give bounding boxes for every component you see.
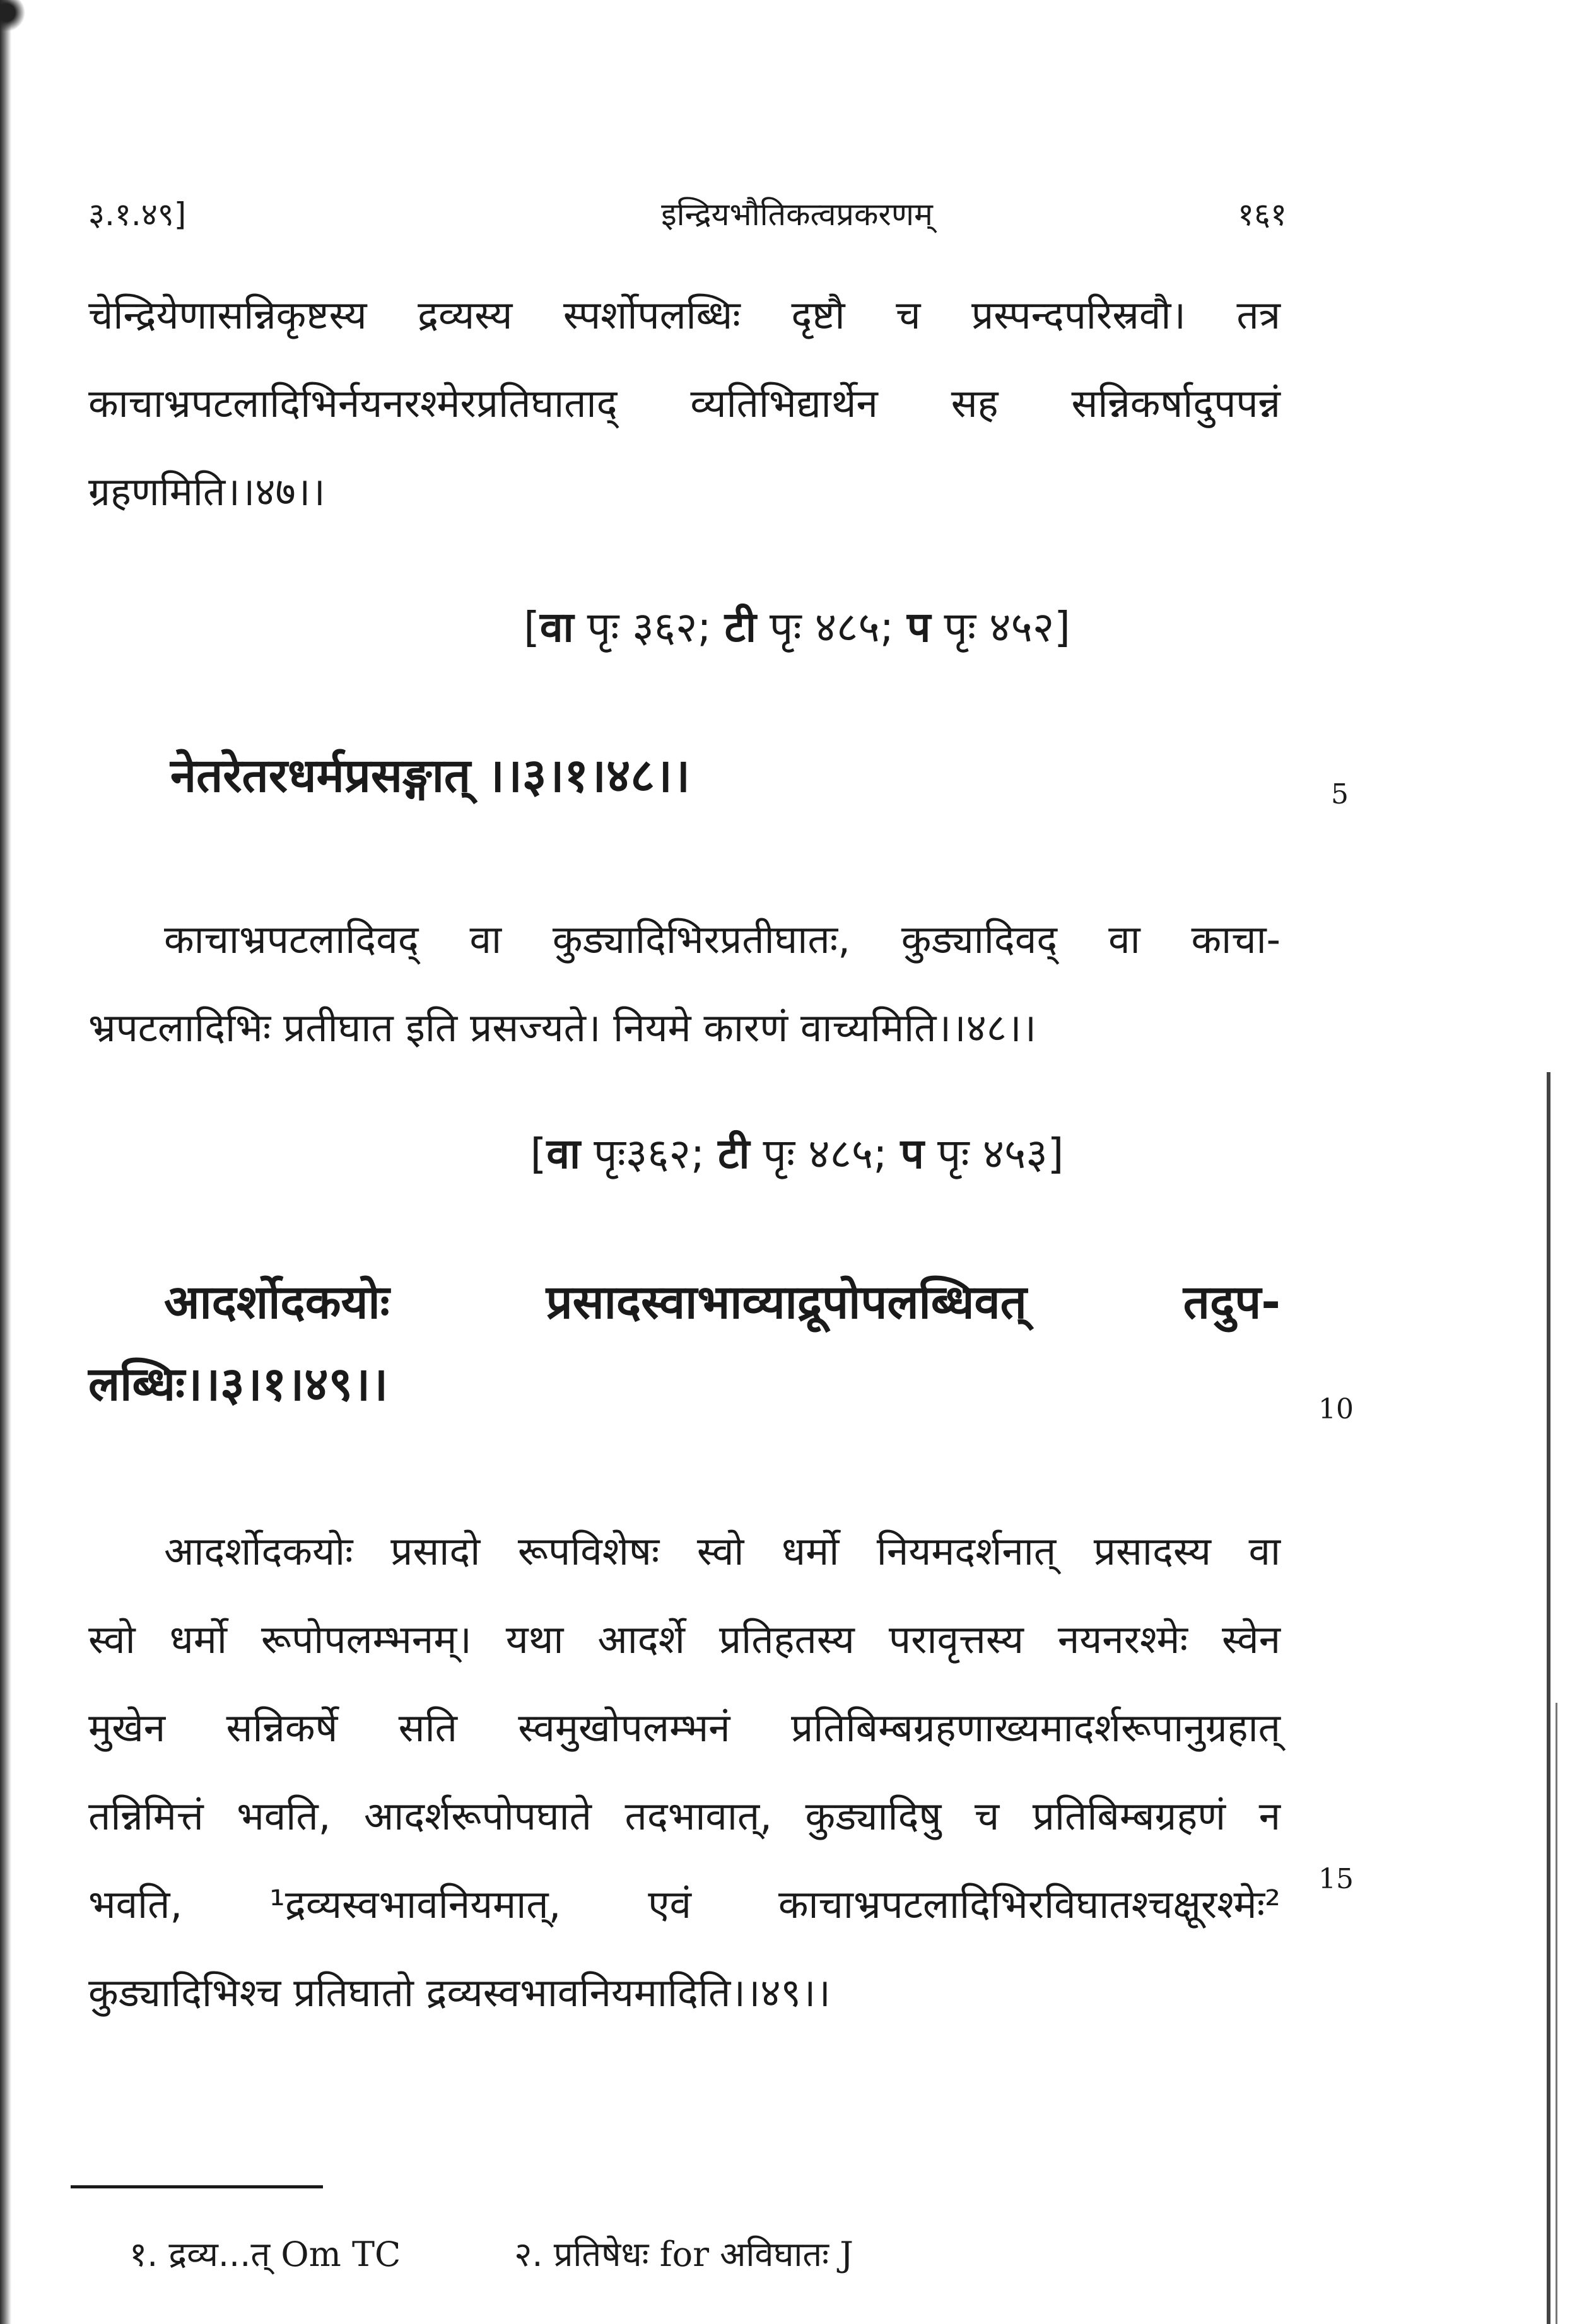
ref-ti-page: पृः ४८५; (756, 603, 907, 651)
footnotes (129, 2229, 853, 2280)
sutra-line: आदर्शोदकयोः प्रसादस्वाभाव्याद्रूपोपलब्धिवत् तदुप- (164, 1275, 1280, 1329)
paragraph-line: ग्रहणमिति।।४७।। (88, 469, 325, 515)
reference-line-48 (0, 1123, 1594, 1186)
sutra-48 (88, 738, 1280, 814)
footnote-1-lemma: १. द्रव्य...त् (129, 2234, 271, 2274)
paragraph-line: काचाभ्रपटलादिभिर्नयनरश्मेरप्रतिघाताद् व्यतिभिद्यार्थेन सह सन्निकर्षादुपपन्नं (88, 380, 1280, 426)
paragraph-line: चेन्द्रियेणासन्निकृष्टस्य द्रव्यस्य स्पर्शोपलब्धिः दृष्टौ च प्रस्पन्दपरिस्रवौ। तत्र (88, 292, 1280, 338)
page-number: १६१ (1238, 196, 1287, 233)
commentary-paragraph-49 (88, 1507, 1280, 2037)
paragraph-line: काचाभ्रपटलादिवद् वा कुड्यादिभिरप्रतीघातः, कुड्यादिवद् वा काचा- (164, 916, 1280, 962)
sutra-49 (88, 1261, 1280, 1425)
ref-pa-page: पृः ४५३] (923, 1130, 1064, 1178)
ref-va-label: वा (539, 603, 574, 651)
ref-bracket: [ (530, 1130, 547, 1178)
ref-va-page: पृः३६२; (580, 1130, 718, 1178)
footnote-2-lemma: २. प्रतिषेधः (514, 2234, 649, 2274)
sutra-line: लब्धिः।।३।१।४९।। (88, 1357, 389, 1411)
scan-speck (0, 0, 38, 57)
paragraph-line: कुड्यादिभिश्च प्रतिघातो द्रव्यस्वभावनियमादिति।।४९।। (88, 1970, 831, 2016)
footnote-1 (129, 2234, 401, 2274)
line-number-5: 5 (1331, 778, 1349, 810)
paragraph-line: स्वो धर्मो रूपोपलम्भनम्। यथा आदर्शे प्रतिहतस्य परावृत्तस्य नयनरश्मेः स्वेन (88, 1616, 1280, 1662)
ref-ti-label: टी (724, 603, 756, 651)
line-number-10: 10 (1318, 1393, 1354, 1425)
ref-pa-label: प (900, 1130, 924, 1178)
commentary-paragraph-48 (88, 896, 1280, 1072)
ref-ti-page: पृः ४८५; (749, 1130, 901, 1178)
ref-pa-label: प (906, 603, 931, 651)
footnote-2-siglum: J (829, 2234, 853, 2274)
footnote-rule (71, 2185, 323, 2188)
ref-bracket: [ (524, 603, 540, 651)
footnote-2-for: for (648, 2234, 720, 2274)
paragraph-line: भ्रपटलादिभिः प्रतीघात इति प्रसज्यते। नियमे कारणं वाच्यमिति।।४८।। (88, 1005, 1036, 1051)
ref-va-page: पृः ३६२; (573, 603, 725, 651)
running-header-title: इन्द्रियभौतिकत्वप्रकरणम् (661, 196, 933, 233)
ref-ti-label: टी (718, 1130, 750, 1178)
paragraph-line: तन्निमित्तं भवति, आदर्शरूपोपघाते तदभावात्, कुड्यादिषु च प्रतिबिम्बग्रहणं न (88, 1793, 1280, 1839)
ref-pa-page: पृः ४५२] (930, 603, 1070, 651)
footnote-2-reading: अविघातः (720, 2234, 829, 2274)
sutra-line: नेतरेतरधर्मप्रसङ्गात् ।।३।१।४८।। (170, 749, 690, 803)
paragraph-line: आदर्शोदकयोः प्रसादो रूपविशेषः स्वो धर्मो नियमदर्शनात् प्रसादस्य वा (164, 1528, 1280, 1574)
line-number-15: 15 (1318, 1863, 1354, 1895)
ref-va-label: वा (546, 1130, 581, 1178)
footnote-2 (514, 2234, 853, 2274)
running-header-section: ३.१.४९] (88, 196, 187, 233)
scan-edge-right (1547, 1072, 1550, 2324)
reference-line-47 (0, 596, 1594, 659)
footnote-1-note: Om TC (270, 2234, 401, 2274)
paragraph-line: भवति, ¹द्रव्यस्वभावनियमात्, एवं काचाभ्रपटलादिभिरविघातश्चक्षूरश्मेः² (88, 1881, 1280, 1927)
commentary-paragraph-47 (88, 271, 1280, 536)
paragraph-line: मुखेन सन्निकर्षे सति स्वमुखोपलम्भनं प्रतिबिम्बग्रहणाख्यमादर्शरूपानुग्रहात् (88, 1705, 1280, 1751)
scan-edge-right-inner (1556, 1703, 1557, 2324)
